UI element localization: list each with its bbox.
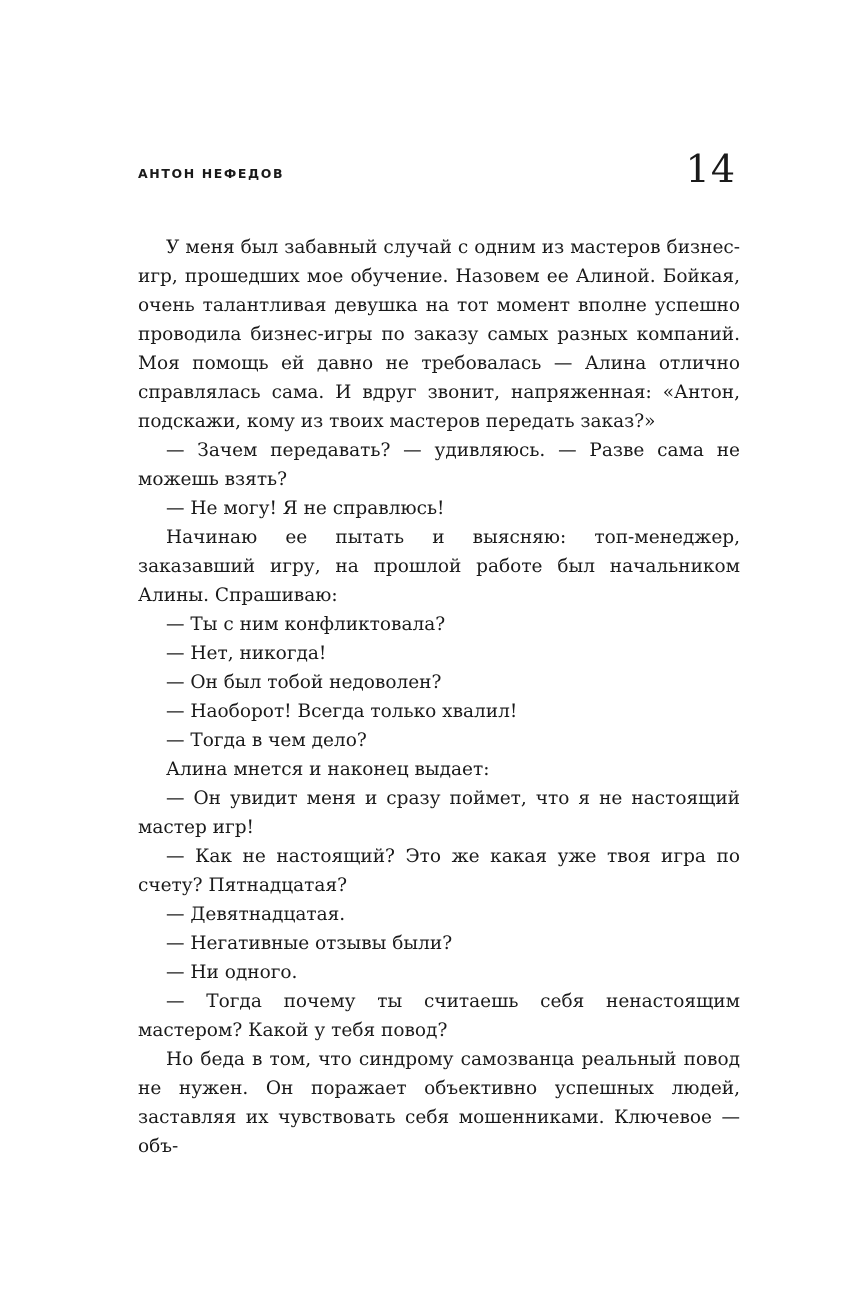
paragraph: — Негативные отзывы были? bbox=[166, 933, 453, 954]
paragraph: Алина мнется и наконец выдает: bbox=[166, 759, 490, 780]
paragraph: — Тогда в чем дело? bbox=[166, 730, 367, 751]
running-head-author: АНТОН НЕФЕДОВ bbox=[138, 166, 285, 181]
body-text bbox=[138, 233, 740, 1161]
paragraph: — Как не настоящий? Это же какая уже твоя игра по счету? Пятнадцатая? bbox=[138, 846, 740, 896]
paragraph: Но беда в том, что синдрому самозванца реальный повод не нужен. Он поражает объективно успешных людей, заставляя их чувствовать себя мошенниками. Ключевое — объ- bbox=[138, 1049, 740, 1157]
paragraph: У меня был забавный случай с одним из мастеров бизнес-игр, прошедших мое обучение. Назовем ее Алиной. Бойкая, очень талантливая девушка на тот момент вполне успешно проводила бизнес-игры по заказу самых разных компаний. Моя помощь ей давно не требовалась — Алина отлично справлялась сама. И вдруг звонит, напряженная: «Антон, подскажи, кому из твоих мастеров передать заказ?» bbox=[138, 237, 740, 432]
paragraph: — Ты с ним конфликтовала? bbox=[166, 614, 446, 635]
paragraph: — Он был тобой недоволен? bbox=[166, 672, 442, 693]
page-number: 14 bbox=[685, 147, 736, 191]
paragraph: — Нет, никогда! bbox=[166, 643, 327, 664]
paragraph: — Зачем передавать? — удивляюсь. — Разве сама не можешь взять? bbox=[138, 440, 740, 490]
paragraph: — Он увидит меня и сразу поймет, что я не настоящий мастер игр! bbox=[138, 788, 740, 838]
paragraph: — Ни одного. bbox=[166, 962, 298, 983]
paragraph: — Девятнадцатая. bbox=[166, 904, 346, 925]
paragraph: — Не могу! Я не справлюсь! bbox=[166, 498, 445, 519]
paragraph: — Тогда почему ты считаешь себя ненастоящим мастером? Какой у тебя повод? bbox=[138, 991, 740, 1041]
paragraph: — Наоборот! Всегда только хвалил! bbox=[166, 701, 518, 722]
paragraph: Начинаю ее пытать и выясняю: топ-менеджер, заказавший игру, на прошлой работе был начальником Алины. Спрашиваю: bbox=[138, 527, 740, 606]
